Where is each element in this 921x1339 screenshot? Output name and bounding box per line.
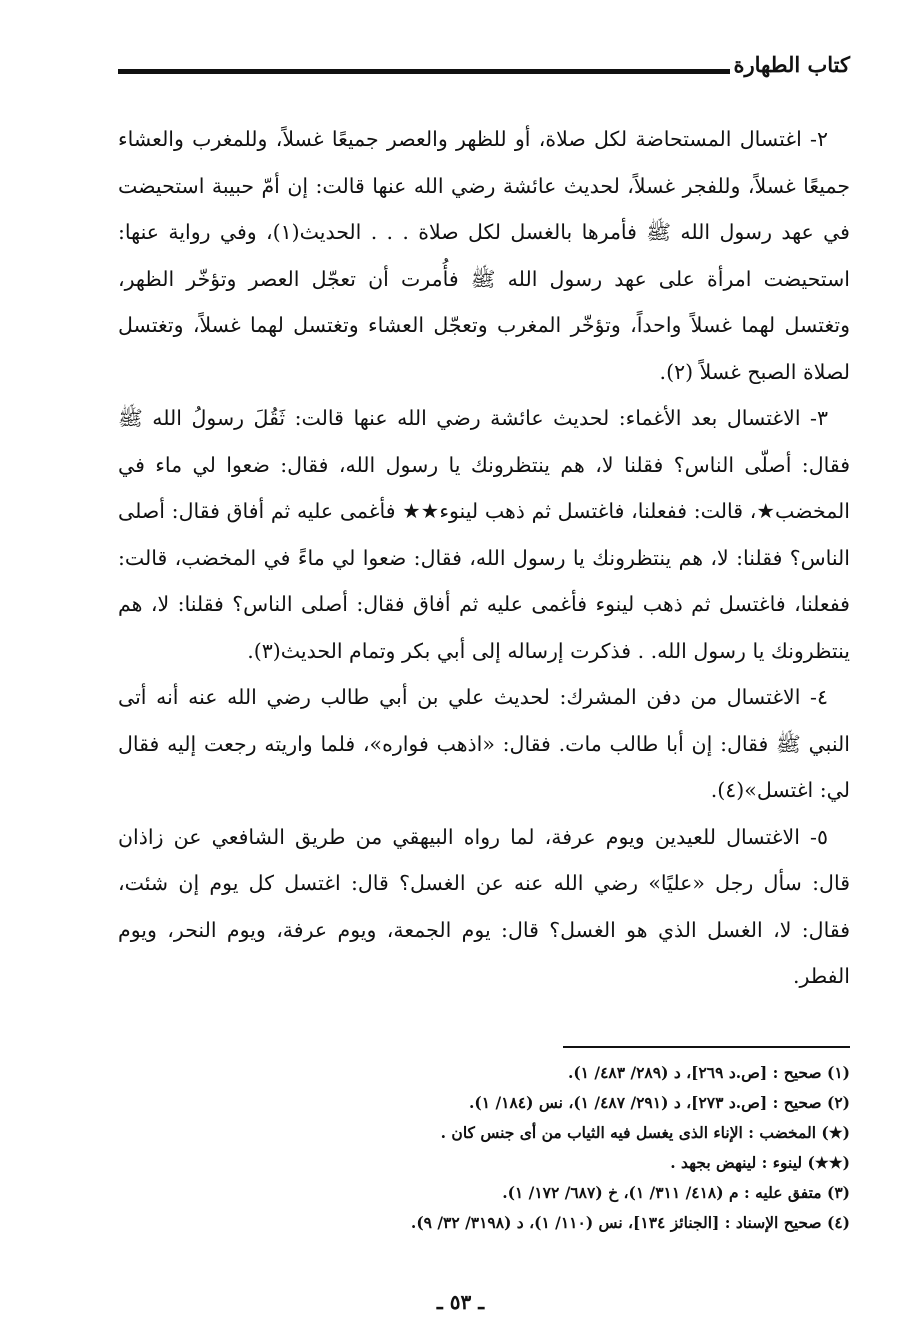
paragraph-4-burial: ٤- الاغتسال من دفن المشرك: لحديث علي بن أبي طالب رضي الله عنه أنه أتى النبي ﷺ فقال: إن أبا طالب مات. فقال: «اذهب فواره»، فلما واريته رجعت إليه فقال لي: اغتسل»(٤). (118, 685, 850, 802)
paragraph-5-eid: ٥- الاغتسال للعيدين ويوم عرفة، لما رواه البيهقي من طريق الشافعي عن زاذان قال: سأل رجل «عليًا» رضي الله عنه عن الغسل؟ قال: اغتسل كل يوم إن شئت، فقال: لا، الغسل الذي هو الغسل؟ قال: يوم الجمعة، ويوم عرفة، ويوم النحر، ويوم الفطر. (118, 824, 850, 988)
footnote-2: (٢) صحيح : [ص.د ٢٧٣]، د (٢٩١/ ٤٨٧/ ١)، نس (١٨٤/ ١). (469, 1093, 850, 1112)
footnote-4: (٤) صحيح الإسناد : [الجنائز ١٣٤]، نس (١١٠/ ١)، د (٣١٩٨/ ٣٢/ ٩). (410, 1213, 850, 1232)
paragraph-2-istihada: ٢- اغتسال المستحاضة لكل صلاة، أو للظهر والعصر جميعًا غسلاً، وللمغرب والعشاء جميعًا غسلاً، وللفجر غسلاً، لحديث عائشة رضي الله عنها قالت: إن أمّ حبيبة استحيضت في عهد رسول الله ﷺ فأمرها بالغسل لكل صلاة . . . الحديث(١)، وفي رواية عنها: استحيضت امرأة على عهد رسول الله ﷺ فأُمرت أن تعجّل العصر وتؤخّر الظهر، وتغتسل لهما غسلاً واحداً، وتؤخّر المغرب وتعجّل العشاء وتغتسل لهما غسلاً، وتغتسل لصلاة الصبح غسلاً (٢). (118, 127, 850, 384)
page-number: ـ ٥٣ ـ (436, 1290, 485, 1314)
paragraph-3-ighma: ٣- الاغتسال بعد الأغماء: لحديث عائشة رضي الله عنها قالت: ثَقُلَ رسولُ الله ﷺ فقال: أصلّى الناس؟ فقلنا لا، هم ينتظرونك يا رسول الله، فقال: ضعوا لي ماء في المخضب★، قالت: ففعلنا، فاغتسل ثم ذهب لينوء★★ فأغمى عليه ثم أفاق فقال: أصلى الناس؟ فقلنا: لا، هم ينتظرونك يا رسول الله، فقال: ضعوا لي ماءً في المخضب، قالت: ففعلنا، فاغتسل ثم ذهب لينوء فأغمى عليه ثم أفاق فقال: أصلى الناس؟ فقلنا: لا، هم ينتظرونك يا رسول الله. . فذكرت إرساله إلى أبي بكر وتمام الحديث(٣). (118, 406, 850, 663)
footnote-star: (★) المخضب : الإناء الذى يغسل فيه الثياب من أى جنس كان . (440, 1123, 850, 1142)
footnote-1: (١) صحيح : [ص.د ٢٦٩]، د (٢٨٩/ ٤٨٣/ ١). (567, 1063, 850, 1082)
main-text (118, 116, 850, 1000)
footnotes (118, 1058, 850, 1238)
chapter-title: كتاب الطهارة (733, 52, 850, 77)
footnote-rule (563, 1046, 850, 1048)
footnote-double-star: (★★) لينوء : لينهض بجهد . (670, 1153, 850, 1172)
header-rule (118, 69, 730, 74)
footnote-3: (٣) متفق عليه : م (٤١٨/ ٣١١/ ١)، خ (٦٨٧/ ١٧٢/ ١). (502, 1183, 850, 1202)
running-header (118, 52, 850, 92)
